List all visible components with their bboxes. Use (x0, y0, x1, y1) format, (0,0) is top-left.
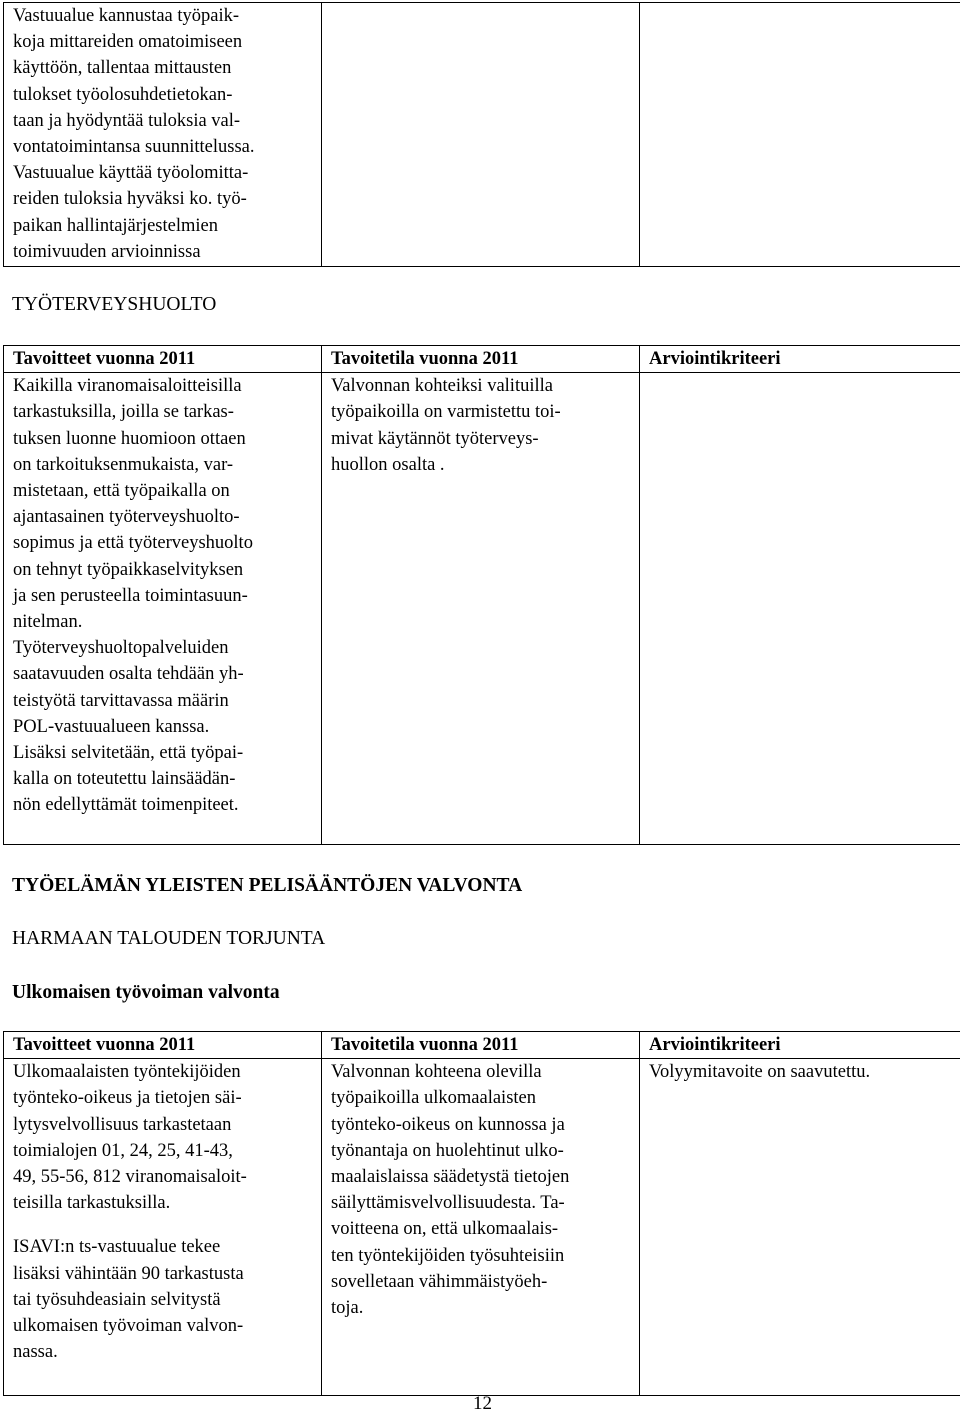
goals-paragraph-1: Ulkomaalaisten työntekijöiden työnteko-oikeus ja tietojen säi- lytysvelvollisuus tarkastetaan toimialojen 01, 24, 25, 41-43, 49, 55-56, 812 viranomaisaloit- teisilla tarkastuksilla. (13, 1059, 321, 1216)
section-heading-main: TYÖELÄMÄN YLEISTEN PELISÄÄNTÖJEN VALVONTA (12, 873, 522, 899)
goals-paragraph-2: ISAVI:n ts-vastuualue tekee lisäksi vähintään 90 tarkastusta tai työsuhdeasiain selvitystä ulkomaisen työvoiman valvon- nassa. (13, 1234, 321, 1365)
column-header-target-state: Tavoitetila vuonna 2011 (322, 346, 640, 373)
goals-cell: Kaikilla viranomaisaloitteisilla tarkastuksilla, joilla se tarkas- tuksen luonne huomioon ottaen on tarkoituksenmukaista, var- mistetaan, että työpaikalla on ajantasainen työterveyshuolto- sopimus ja että työterveyshuolto on tehnyt työpaikkaselvityksen ja sen perusteella toimintasuun- nitelman. Työterveyshuoltopalveluiden saatavuuden osalta tehdään yh- teistyötä tarvittavassa määrin POL-vastuualueen kanssa. Lisäksi selvitetään, että työpai- kalla on toteutettu lainsäädän- nön edellyttämät toimenpiteet. (4, 373, 322, 845)
column-header-goals: Tavoitteet vuonna 2011 (4, 1032, 322, 1059)
goals-cell (4, 1059, 322, 1396)
section-heading-tyoterveyshuolto: TYÖTERVEYSHUOLTO (12, 292, 216, 318)
section-heading-sub: HARMAAN TALOUDEN TORJUNTA (12, 926, 325, 952)
top-table-target-cell (322, 3, 640, 267)
criteria-cell: Volyymitavoite on saavutettu. (640, 1059, 960, 1396)
top-table-criteria-cell (640, 3, 960, 267)
top-criteria-table (3, 2, 960, 267)
section-heading-topic: Ulkomaisen työvoiman valvonta (12, 980, 280, 1006)
column-header-goals: Tavoitteet vuonna 2011 (4, 346, 322, 373)
criteria-cell (640, 373, 960, 845)
top-table-goal-cell: Vastuualue kannustaa työpaik- koja mittareiden omatoimiseen käyttöön, tallentaa mittausten tulokset työolosuhdetietokan- taan ja hyödyntää tuloksia val- vontatoimintansa suunnittelussa. Vastuualue käyttää työolomitta- reiden tuloksia hyväksi ko. työ- paikan hallintajärjestelmien toimivuuden arvioinnissa (4, 3, 322, 267)
column-header-target-state: Tavoitetila vuonna 2011 (322, 1032, 640, 1059)
page-number: 12 (473, 1391, 492, 1417)
column-header-criteria: Arviointikriteeri (640, 346, 960, 373)
ulkomaisen-tyovoiman-table (3, 1031, 960, 1396)
tyoterveyshuolto-table (3, 345, 960, 845)
target-state-cell: Valvonnan kohteena olevilla työpaikoilla ulkomaalaisten työnteko-oikeus on kunnossa ja työnantaja on huolehtinut ulko- maalaislaissa säädetystä tietojen säilyttämisvelvollisuudesta. Ta- voitteena on, että ulkomaalais- ten työntekijöiden työsuhteisiin sovelletaan vähimmäistyöeh- toja. (322, 1059, 640, 1396)
column-header-criteria: Arviointikriteeri (640, 1032, 960, 1059)
target-state-cell: Valvonnan kohteiksi valituilla työpaikoilla on varmistettu toi- mivat käytännöt työterveys- huollon osalta . (322, 373, 640, 845)
